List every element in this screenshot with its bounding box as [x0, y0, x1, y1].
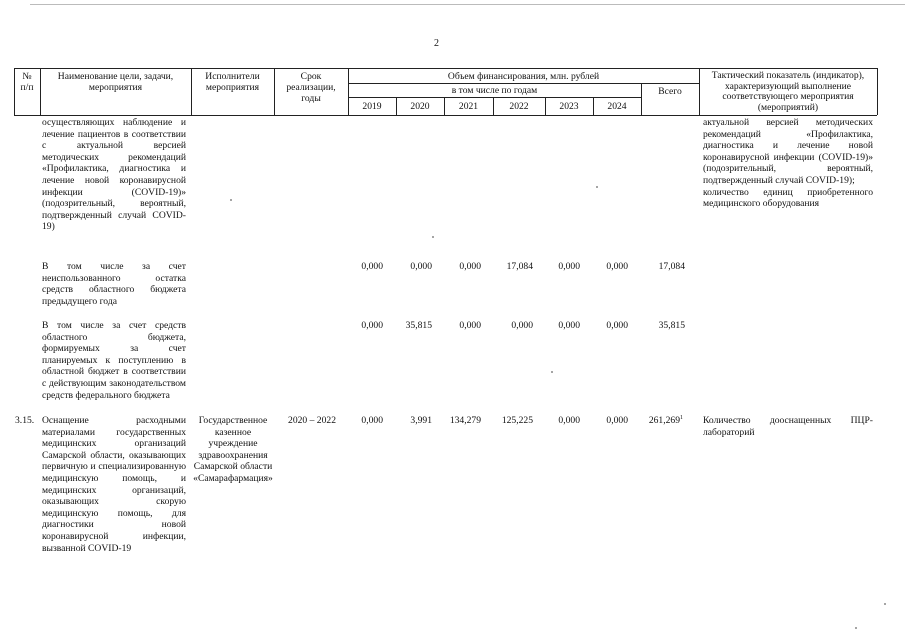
row-1-value-2023: 0,000 — [558, 261, 580, 272]
header-year-2022: 2022 — [509, 101, 529, 112]
scan-speck — [230, 199, 232, 201]
row-3-value-2021: 134,279 — [449, 415, 481, 426]
row-3-value-2020: 3,991 — [410, 415, 432, 426]
header-year-2019: 2019 — [362, 101, 382, 112]
row-3-value-2023: 0,000 — [558, 415, 580, 426]
row-3-period: 2020 – 2022 — [288, 415, 336, 426]
header-col-total: Всего — [658, 86, 682, 97]
header-col-funding: Объем финансирования, млн. рублей — [447, 71, 600, 82]
row-2-value-2024: 0,000 — [606, 320, 628, 331]
row-2-value-2022: 0,000 — [511, 320, 533, 331]
row-2-name: В том числе за счет средств областного бюджета, формируемых за счет планируемых к поступлению в областной бюджет в соответствии с действующим законодательством средств федерального бюджета — [42, 320, 186, 401]
header-by-years: в том числе по годам — [451, 85, 538, 96]
header-col-number: № п/п — [20, 71, 34, 93]
row-3-value-2022: 125,225 — [501, 415, 533, 426]
row-3-number: 3.15. — [15, 415, 35, 426]
row-1-value-2024: 0,000 — [606, 261, 628, 272]
row-2-value-2020: 35,815 — [405, 320, 432, 331]
row-3-total-footnote: 1 — [680, 414, 683, 421]
row-1-total: 17,084 — [658, 261, 685, 272]
header-col-indicator: Тактический показатель (индикатор), характеризующий выполнение соответствующего мероприятия (мероприятий) — [711, 70, 865, 113]
row-0-indicator: актуальной версией методических рекомендаций «Профилактика, диагностика и лечение новой коронавирусной инфекции (COVID-19)» (подозрительный, вероятный, подтвержденный случай COVID-19); количество единиц приобретенного медицинского оборудования — [703, 117, 873, 210]
header-top-line — [14, 68, 877, 69]
scan-speck — [596, 186, 598, 188]
scan-speck — [551, 371, 553, 373]
row-3-value-2019: 0,000 — [361, 415, 383, 426]
row-3-total — [637, 415, 683, 426]
row-3-indicator: Количество дооснащенных ПЦР-лабораторий — [703, 415, 873, 438]
row-3-value-2024: 0,000 — [606, 415, 628, 426]
row-2-total: 35,815 — [658, 320, 685, 331]
row-2-value-2023: 0,000 — [558, 320, 580, 331]
header-col-name: Наименование цели, задачи, мероприятия — [57, 71, 174, 93]
row-1-value-2020: 0,000 — [410, 261, 432, 272]
header-col-period: Срок реализации, годы — [286, 71, 336, 104]
row-3-name: Оснащение расходными материалами государственных медицинских организаций Самарской области, оказывающих первичную и специализированную медицинскую помощь, и медицинских организаций, оказывающих скорую медицинскую помощь, для диагностики новой коронавирусной инфекции, вызванной COVID-19 — [42, 415, 186, 554]
scan-speck — [884, 603, 886, 605]
row-1-name: В том числе за счет неиспользованного остатка средств областного бюджета предыдущего года — [42, 261, 186, 307]
row-2-value-2021: 0,000 — [459, 320, 481, 331]
years-sub-line — [348, 97, 641, 98]
header-year-2024: 2024 — [607, 101, 627, 112]
row-0-name: осуществляющих наблюдение и лечение пациентов в соответствии с актуальной версией методических рекомендаций «Профилактика, диагностика и лечение новой коронавирусной инфекции (COVID-19)» (подозрительный, вероятный, подтвержденный случай COVID-19) — [42, 117, 186, 233]
header-year-2023: 2023 — [559, 101, 579, 112]
header-col-executor: Исполнители мероприятия — [205, 71, 260, 93]
row-3-executor: Государственное казенное учреждение здравоохранения Самарской области «Самарафармация» — [193, 415, 273, 484]
row-2-value-2019: 0,000 — [361, 320, 383, 331]
top-border-line — [30, 4, 905, 5]
grid-line — [877, 68, 878, 115]
header-year-2020: 2020 — [410, 101, 430, 112]
scan-speck — [432, 236, 434, 238]
funding-sub-line — [348, 83, 699, 84]
row-3-total-value: 261,269 — [648, 415, 680, 426]
header-bottom-line — [14, 115, 877, 116]
row-1-value-2022: 17,084 — [506, 261, 533, 272]
grid-line — [699, 68, 700, 115]
page-number: 2 — [434, 38, 439, 49]
row-1-value-2019: 0,000 — [361, 261, 383, 272]
header-year-2021: 2021 — [458, 101, 479, 112]
scan-speck — [855, 627, 857, 629]
row-1-value-2021: 0,000 — [459, 261, 481, 272]
